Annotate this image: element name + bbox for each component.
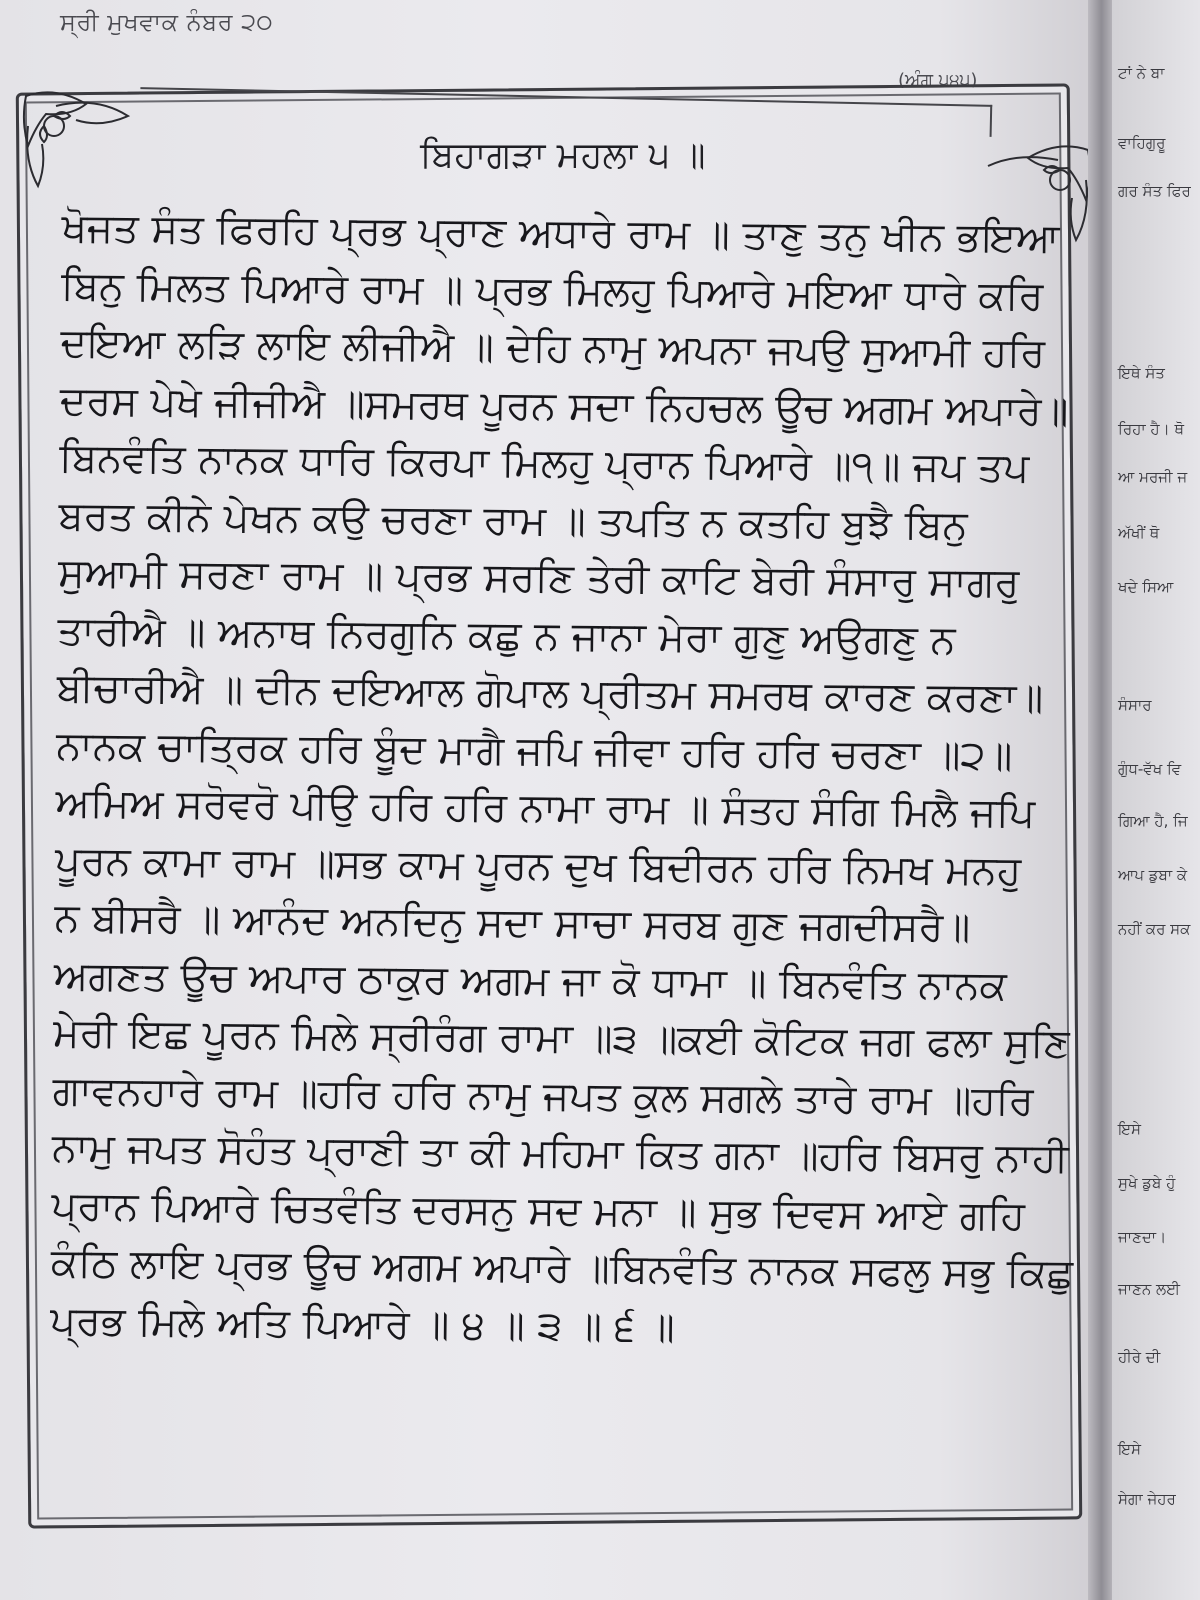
facing-text: ਸੇਗਾ ਜੇਹਰ xyxy=(1118,1490,1176,1508)
facing-text: ਰਿਹਾ ਹੈ। ਥੋ xyxy=(1118,420,1184,438)
verse-line: ਖੋਜਤ ਸੰਤ ਫਿਰਹਿ ਪ੍ਰਭ ਪ੍ਰਾਣ ਅਧਾਰੇ ਰਾਮ ॥ ਤਾਣੁ ਤਨੁ ਖੀਨ ਭਇਆ xyxy=(61,204,1060,262)
verse-line: ਪ੍ਰਭ ਮਿਲੇ ਅਤਿ ਪਿਆਰੇ ॥ ੪ ॥ ੩ ॥ ੬ ॥ xyxy=(50,1297,675,1350)
verse-line: ਦਇਆ ਲੜਿ ਲਾਇ ਲੀਜੀਐ ॥ ਦੇਹਿ ਨਾਮੁ ਅਪਨਾ ਜਪਉ ਸੁਆਮੀ ਹਰਿ xyxy=(60,319,1046,377)
facing-text: ਗਰ ਸੰਤ ਫਿਰ xyxy=(1118,182,1191,200)
shabad-title: ਬਿਹਾਗੜਾ ਮਹਲਾ ੫ ॥ xyxy=(420,135,706,176)
verse-line: ਗਾਵਨਹਾਰੇ ਰਾਮ ॥ਹਰਿ ਹਰਿ ਨਾਮੁ ਜਪਤ ਕੁਲ ਸਗਲੇ ਤਾਰੇ ਰਾਮ ॥ਹਰਿ xyxy=(52,1067,1034,1124)
verse-line: ਬੀਚਾਰੀਐ ॥ ਦੀਨ ਦਇਆਲ ਗੋਪਾਲ ਪ੍ਰੀਤਮ ਸਮਰਥ ਕਾਰਣ ਕਰਣਾ॥ xyxy=(56,664,1044,722)
verse-line: ਬਰਤ ਕੀਨੇ ਪੇਖਨ ਕਉ ਚਰਣਾ ਰਾਮ ॥ ਤਪਤਿ ਨ ਕਤਹਿ ਬੁਝੈ ਬਿਨੁ xyxy=(58,492,968,548)
shabad-text xyxy=(50,200,1074,1360)
facing-text: ਜਾਣਦਾ। xyxy=(1118,1228,1167,1246)
verse-line: ਅਮਿਅ ਸਰੋਵਰੋ ਪੀਉ ਹਰਿ ਹਰਿ ਨਾਮਾ ਰਾਮ ॥ ਸੰਤਹ ਸੰਗਿ ਮਿਲੈ ਜਪਿ xyxy=(55,779,1036,837)
facing-text: ਨਹੀਂ ਕਰ ਸਕ xyxy=(1118,920,1191,938)
facing-text: ਅੱਖੀਂ ਥੋ xyxy=(1118,524,1160,542)
ang-reference: (ਅੰਗ ੫੪੫) xyxy=(898,70,978,91)
verse-line: ਨ ਬੀਸਰੈ ॥ ਆਨੰਦ ਅਨਦਿਨੁ ਸਦਾ ਸਾਚਾ ਸਰਬ ਗੁਣ ਜਗਦੀਸਰੈ॥ xyxy=(54,894,971,951)
facing-text: ਖਦੇ ਸਿਆ xyxy=(1118,578,1174,596)
verse-line: ਬਿਨਵੰਤਿ ਨਾਨਕ ਧਾਰਿ ਕਿਰਪਾ ਮਿਲਹੁ ਪ੍ਰਾਨ ਪਿਆਰੇ ॥੧॥ ਜਪ ਤਪ xyxy=(59,434,1030,492)
running-head: ਸ੍ਰੀ ਮੁਖਵਾਕ ਨੰਬਰ ੨੦ xyxy=(60,8,274,36)
verse-line: ਤਾਰੀਐ ॥ ਅਨਾਥ ਨਿਰਗੁਨਿ ਕਛੁ ਨ ਜਾਨਾ ਮੇਰਾ ਗੁਣੁ ਅਉਗਣੁ ਨ xyxy=(57,607,956,663)
facing-text: ਸੰਸਾਰ xyxy=(1118,696,1152,714)
facing-text: ਗੁੰਧ-ਵੱਖ ਵਿ xyxy=(1118,760,1182,778)
verse-line: ਕੰਠਿ ਲਾਇ ਪ੍ਰਭ ਊਚ ਅਗਮ ਅਪਾਰੇ ॥ਬਿਨਵੰਤਿ ਨਾਨਕ ਸਫਲੁ ਸਭੁ ਕਿਛੁ xyxy=(50,1239,1074,1297)
verse-line: ਬਿਨੁ ਮਿਲਤ ਪਿਆਰੇ ਰਾਮ ॥ ਪ੍ਰਭ ਮਿਲਹੁ ਪਿਆਰੇ ਮਇਆ ਧਾਰੇ ਕਰਿ xyxy=(60,262,1044,319)
verse-line: ਮੇਰੀ ਇਛ ਪੂਰਨ ਮਿਲੇ ਸ੍ਰੀਰੰਗ ਰਾਮਾ ॥੩ ॥ਕਈ ਕੋਟਿਕ ਜਗ ਫਲਾ ਸੁਣਿ xyxy=(53,1009,1070,1067)
facing-text: ਸੁਖੇ ਡੁਬੇ ਹੁੰ xyxy=(1118,1174,1176,1192)
facing-text: ਇਸੇ xyxy=(1118,1440,1142,1458)
facing-text: ਇਸੇ xyxy=(1118,1120,1142,1138)
facing-text: ਹੀਰੇ ਦੀ xyxy=(1118,1348,1161,1366)
verse-line: ਸੁਆਮੀ ਸਰਣਾ ਰਾਮ ॥ ਪ੍ਰਭ ਸਰਣਿ ਤੇਰੀ ਕਾਟਿ ਬੇਰੀ ਸੰਸਾਰੁ ਸਾਗਰੁ xyxy=(57,549,1020,607)
verse-line: ਅਗਣਤ ਊਚ ਅਪਾਰ ਠਾਕੁਰ ਅਗਮ ਜਾ ਕੋ ਧਾਮਾ ॥ ਬਿਨਵੰਤਿ ਨਾਨਕ xyxy=(53,952,1008,1009)
verse-line: ਨਾਨਕ ਚਾਤ੍ਰਿਕ ਹਰਿ ਬੂੰਦ ਮਾਗੈ ਜਪਿ ਜੀਵਾ ਹਰਿ ਹਰਿ ਚਰਣਾ ॥੨॥ xyxy=(56,722,1013,779)
verse-line: ਦਰਸ ਪੇਖੇ ਜੀਜੀਐ ॥ਸਮਰਥ ਪੂਰਨ ਸਦਾ ਨਿਹਚਲ ਊਚ ਅਗਮ ਅਪਾਰੇ॥ xyxy=(59,377,1069,435)
facing-text: ਆ ਮਰਜੀ ਜ xyxy=(1118,468,1188,486)
facing-text: ਜਾਣਨ ਲਈ xyxy=(1118,1280,1181,1298)
verse-line: ਨਾਮੁ ਜਪਤ ਸੋਹੰਤ ਪ੍ਰਾਣੀ ਤਾ ਕੀ ਮਹਿਮਾ ਕਿਤ ਗਨਾ ॥ਹਰਿ ਬਿਸਰੁ ਨਾਹੀ xyxy=(51,1124,1069,1182)
facing-text: ਟਾਂ ਨੇ ਬਾ xyxy=(1118,64,1165,82)
facing-text: ਗਿਆ ਹੈ, ਜਿ xyxy=(1118,812,1188,830)
verse-line: ਪੂਰਨ ਕਾਮਾ ਰਾਮ ॥ਸਭ ਕਾਮ ਪੂਰਨ ਦੁਖ ਬਿਦੀਰਨ ਹਰਿ ਨਿਮਖ ਮਨਹੁ xyxy=(54,837,1022,894)
facing-text: ਇਥੇ ਸੰਤ xyxy=(1118,364,1165,382)
verse-line: ਪ੍ਰਾਨ ਪਿਆਰੇ ਚਿਤਵੰਤਿ ਦਰਸਨੁ ਸਦ ਮਨਾ ॥ ਸੁਭ ਦਿਵਸ ਆਏ ਗਹਿ xyxy=(51,1182,1026,1239)
floral-ornament-icon xyxy=(16,86,136,196)
facing-text: ਵਾਹਿਗੁਰੂ xyxy=(1118,134,1166,152)
facing-text: ਆਪ ਡੁਬਾ ਕੇ xyxy=(1118,866,1188,884)
facing-page xyxy=(1112,0,1200,1600)
